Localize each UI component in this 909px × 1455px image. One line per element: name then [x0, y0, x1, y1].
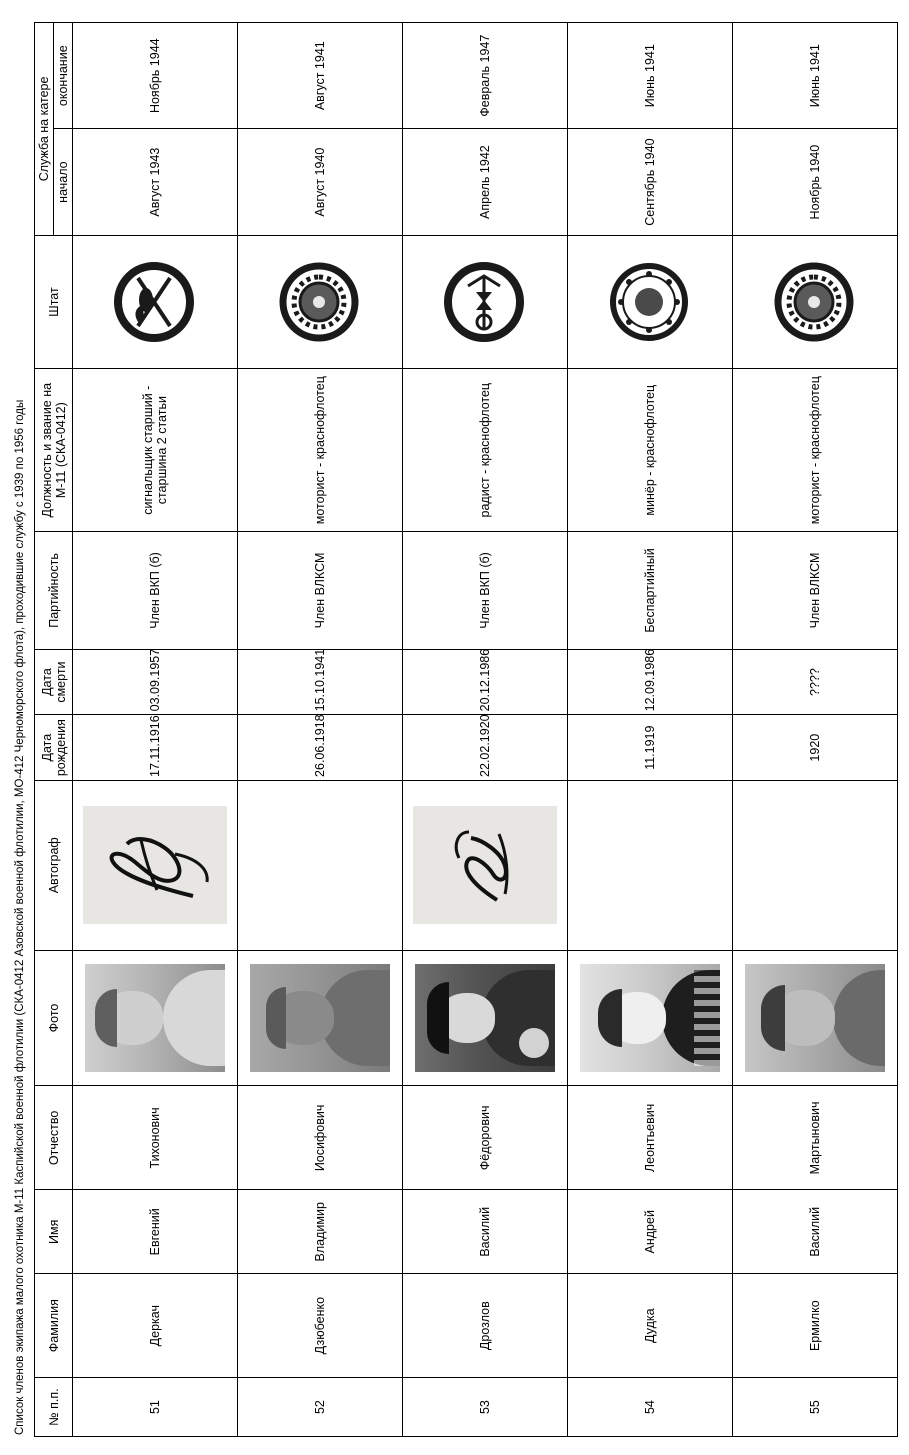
- cell-family: Деркач: [73, 1274, 238, 1378]
- cell-patronymic: Фёдорович: [403, 1086, 568, 1190]
- cell-num: 52: [238, 1378, 403, 1437]
- cell-shtat: [238, 235, 403, 368]
- cell-photo: [238, 950, 403, 1086]
- header-shtat: Штат: [35, 235, 73, 368]
- cell-birth: 26.06.1918: [238, 715, 403, 781]
- cell-birth: 17.11.1916: [73, 715, 238, 781]
- header-death: Дата смерти: [35, 649, 73, 715]
- table-row: [403, 23, 568, 1437]
- cell-party: Член ВКП (б): [73, 532, 238, 650]
- cell-name: Евгений: [73, 1190, 238, 1274]
- cell-patronymic: Мартынович: [733, 1086, 898, 1190]
- cell-service-end: Февраль 1947: [403, 23, 568, 129]
- cell-num: 54: [568, 1378, 733, 1437]
- portrait-photo: [85, 964, 225, 1072]
- cell-post: сигнальщик старший - старшина 2 статьи: [73, 369, 238, 532]
- cell-shtat: [403, 235, 568, 368]
- cell-birth: 22.02.1920: [403, 715, 568, 781]
- crew-table: [34, 22, 898, 1437]
- cell-party: Член ВКП (б): [403, 532, 568, 650]
- cell-name: Владимир: [238, 1190, 403, 1274]
- table-row: [73, 23, 238, 1437]
- header-post: Должность и звание на М-11 (СКА-0412): [35, 369, 73, 532]
- cell-birth: 11.1919: [568, 715, 733, 781]
- portrait-photo: [415, 964, 555, 1072]
- cell-name: Василий: [733, 1190, 898, 1274]
- portrait-photo: [250, 964, 390, 1072]
- cell-autograph: [403, 780, 568, 950]
- cell-post: моторист - краснофлотец: [733, 369, 898, 532]
- cell-service-end: Июнь 1941: [733, 23, 898, 129]
- cell-family: Дрозлов: [403, 1274, 568, 1378]
- cell-party: Член ВЛКСМ: [733, 532, 898, 650]
- cell-patronymic: Иосифович: [238, 1086, 403, 1190]
- cell-num: 53: [403, 1378, 568, 1437]
- header-service: Служба на катере: [35, 23, 54, 236]
- cell-name: Василий: [403, 1190, 568, 1274]
- cell-num: 55: [733, 1378, 898, 1437]
- table-row: [733, 23, 898, 1437]
- cell-shtat: [568, 235, 733, 368]
- cell-photo: [568, 950, 733, 1086]
- cell-death: 12.09.1986: [568, 649, 733, 715]
- cell-photo: [733, 950, 898, 1086]
- cell-post: минёр - краснофлотец: [568, 369, 733, 532]
- cell-death: ????: [733, 649, 898, 715]
- cell-shtat: [73, 235, 238, 368]
- header-autograph: Автограф: [35, 780, 73, 950]
- cell-service-start: Август 1940: [238, 129, 403, 235]
- cell-death: 15.10.1941: [238, 649, 403, 715]
- emblem-motorist: [277, 260, 361, 344]
- cell-shtat: [733, 235, 898, 368]
- header-name: Имя: [35, 1190, 73, 1274]
- header-num: № п.п.: [35, 1378, 73, 1437]
- header-service-start: начало: [54, 129, 73, 235]
- cell-autograph: [238, 780, 403, 950]
- header-party: Партийность: [35, 532, 73, 650]
- cell-autograph: [733, 780, 898, 950]
- cell-family: Дзюбенко: [238, 1274, 403, 1378]
- page-title: Список членов экипажа малого охотника М-11 Каспийской военной флотилии (СКА-0412 Азовской военной флотилии, МО-412 Черноморского флота), проходившие службу с 1939 по 1956 годы: [14, 399, 26, 1435]
- header-photo: Фото: [35, 950, 73, 1086]
- cell-num: 51: [73, 1378, 238, 1437]
- cell-patronymic: Тихонович: [73, 1086, 238, 1190]
- cell-family: Ермилко: [733, 1274, 898, 1378]
- cell-patronymic: Леонтьевич: [568, 1086, 733, 1190]
- cell-post: моторист - краснофлотец: [238, 369, 403, 532]
- emblem-miner: [607, 260, 691, 344]
- table-row: [238, 23, 403, 1437]
- signature-image: [83, 806, 227, 924]
- emblem-radist: [442, 260, 526, 344]
- header-birth: Дата рождения: [35, 715, 73, 781]
- cell-service-end: Август 1941: [238, 23, 403, 129]
- cell-post: радист - краснофлотец: [403, 369, 568, 532]
- table-row: [568, 23, 733, 1437]
- cell-service-start: Август 1943: [73, 129, 238, 235]
- portrait-photo: [745, 964, 885, 1072]
- cell-name: Андрей: [568, 1190, 733, 1274]
- cell-party: Беспартийный: [568, 532, 733, 650]
- cell-service-end: Июнь 1941: [568, 23, 733, 129]
- portrait-photo: [580, 964, 720, 1072]
- header-patronymic: Отчество: [35, 1086, 73, 1190]
- header-service-end: окончание: [54, 23, 73, 129]
- cell-service-start: Апрель 1942: [403, 129, 568, 235]
- cell-death: 03.09.1957: [73, 649, 238, 715]
- cell-autograph: [73, 780, 238, 950]
- cell-party: Член ВЛКСМ: [238, 532, 403, 650]
- emblem-signalman: [112, 260, 196, 344]
- cell-family: Дудка: [568, 1274, 733, 1378]
- signature-image: [413, 806, 557, 924]
- cell-autograph: [568, 780, 733, 950]
- emblem-motorist: [772, 260, 856, 344]
- cell-service-start: Ноябрь 1940: [733, 129, 898, 235]
- cell-service-end: Ноябрь 1944: [73, 23, 238, 129]
- cell-service-start: Сентябрь 1940: [568, 129, 733, 235]
- cell-birth: 1920: [733, 715, 898, 781]
- cell-death: 20.12.1986: [403, 649, 568, 715]
- cell-photo: [403, 950, 568, 1086]
- cell-photo: [73, 950, 238, 1086]
- table-header-row: [35, 23, 54, 1437]
- header-family: Фамилия: [35, 1274, 73, 1378]
